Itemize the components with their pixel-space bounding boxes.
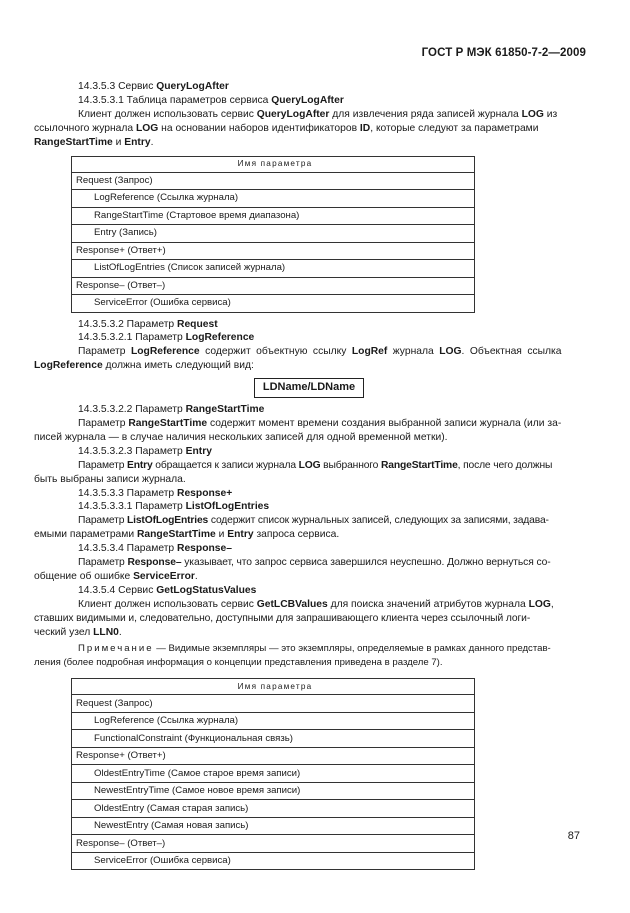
section-heading: 14.3.5.3.2.3 Параметр Entry	[78, 445, 212, 457]
paragraph-line: Параметр RangeStartTime содержит момент времени создания выбранной записи журнала (или за-	[78, 417, 562, 429]
table-header: Имя параметра	[72, 156, 475, 172]
section-subheading: 14.3.5.3.1 Таблица параметров сервиса QueryLogAfter	[78, 94, 344, 106]
reference-format-box: LDName/LDName	[254, 378, 364, 398]
section-heading: 14.3.5.3.4 Параметр Response–	[78, 543, 232, 555]
table-row: NewestEntry (Самая новая запись)	[72, 817, 475, 835]
table-row: OldestEntry (Самая старая запись)	[72, 800, 475, 818]
table-row: LogReference (Ссылка журнала)	[72, 190, 475, 208]
paragraph-line: ческий узел LLN0.	[34, 626, 122, 638]
parameter-table-querylogafter	[71, 156, 475, 313]
note-label: Примечание	[78, 643, 154, 655]
table-row: Response– (Ответ–)	[72, 277, 475, 295]
section-heading: 14.3.5.3.3.1 Параметр ListOfLogEntries	[78, 501, 270, 513]
paragraph-line: LogReference должна иметь следующий вид:	[34, 360, 254, 372]
table-row: Request (Запрос)	[72, 695, 475, 713]
table-row: ServiceError (Ошибка сервиса)	[72, 295, 475, 313]
table-row: OldestEntryTime (Самое старое время записи)	[72, 765, 475, 783]
page-content	[34, 80, 584, 870]
paragraph-line: Клиент должен использовать сервис GetLCBValues для поиска значений атрибутов журнала LOG,	[78, 598, 554, 610]
note-line: ления (более подробная информация о концепции представления приведена в разделе 7).	[34, 657, 443, 669]
paragraph-line: Параметр LogReference содержит объектную ссылку LogRef журнала LOG. Объектная ссылка	[78, 346, 562, 358]
table-row: RangeStartTime (Стартовое время диапазона)	[72, 207, 475, 225]
paragraph-line: общение об ошибке ServiceError.	[34, 570, 198, 582]
table-row: Response+ (Ответ+)	[72, 242, 475, 260]
table-row: Response+ (Ответ+)	[72, 747, 475, 765]
section-heading: 14.3.5.3.3 Параметр Response+	[78, 487, 233, 499]
section-heading: 14.3.5.3.2 Параметр Request	[78, 318, 218, 330]
paragraph-line: RangeStartTime и Entry.	[34, 136, 154, 148]
reference-format-box-wrap	[34, 378, 584, 398]
paragraph-line: быть выбраны записи журнала.	[34, 473, 186, 485]
section-heading: 14.3.5.3.2.1 Параметр LogReference	[78, 332, 255, 344]
parameter-table-getlogstatusvalues	[71, 678, 475, 870]
paragraph-line: Параметр Response– указывает, что запрос сервиса завершился неуспешно. Должно вернуться со-	[78, 557, 551, 569]
section-heading: 14.3.5.3.2.2 Параметр RangeStartTime	[78, 404, 265, 416]
section-heading: 14.3.5.3 Сервис QueryLogAfter	[78, 81, 229, 92]
table-row: ListOfLogEntries (Список записей журнала)	[72, 260, 475, 278]
table-row: ServiceError (Ошибка сервиса)	[72, 852, 475, 870]
table-row: Request (Запрос)	[72, 172, 475, 190]
paragraph-line: емыми параметрами RangeStartTime и Entry запроса сервиса.	[34, 529, 340, 541]
note-line: Примечание — Видимые экземпляры — это экземпляры, определяемые в рамках данного представ-	[78, 643, 551, 655]
table-row: NewestEntryTime (Самое новое время записи)	[72, 782, 475, 800]
section-heading: 14.3.5.4 Сервис GetLogStatusValues	[78, 584, 257, 596]
paragraph-line: ставших видимыми и, следовательно, доступными для запрашивающего клиента через ссылочный логи-	[34, 612, 531, 624]
paragraph-line: Клиент должен использовать сервис QueryLogAfter для извлечения ряда записей журнала LOG из	[78, 108, 558, 120]
table-row: Response– (Ответ–)	[72, 835, 475, 853]
page-number: 87	[567, 830, 580, 842]
table-row: Entry (Запись)	[72, 225, 475, 243]
table-row: FunctionalConstraint (Функциональная связь)	[72, 730, 475, 748]
standard-header: ГОСТ Р МЭК 61850-7-2—2009	[421, 47, 586, 59]
paragraph-line: ссылочного журнала LOG на основании наборов идентификаторов ID, которые следуют за параметрами	[34, 122, 539, 134]
table-row: LogReference (Ссылка журнала)	[72, 712, 475, 730]
table-header: Имя параметра	[72, 679, 475, 695]
paragraph-line: Параметр ListOfLogEntries содержит список журнальных записей, следующих за записями, задава-	[78, 515, 549, 527]
paragraph-line: писей журнала — в случае наличия нескольких записей для одной временной метки).	[34, 431, 448, 443]
paragraph-line: Параметр Entry обращается к записи журнала LOG выбранного RangeStartTime, после чего должны	[78, 459, 553, 471]
